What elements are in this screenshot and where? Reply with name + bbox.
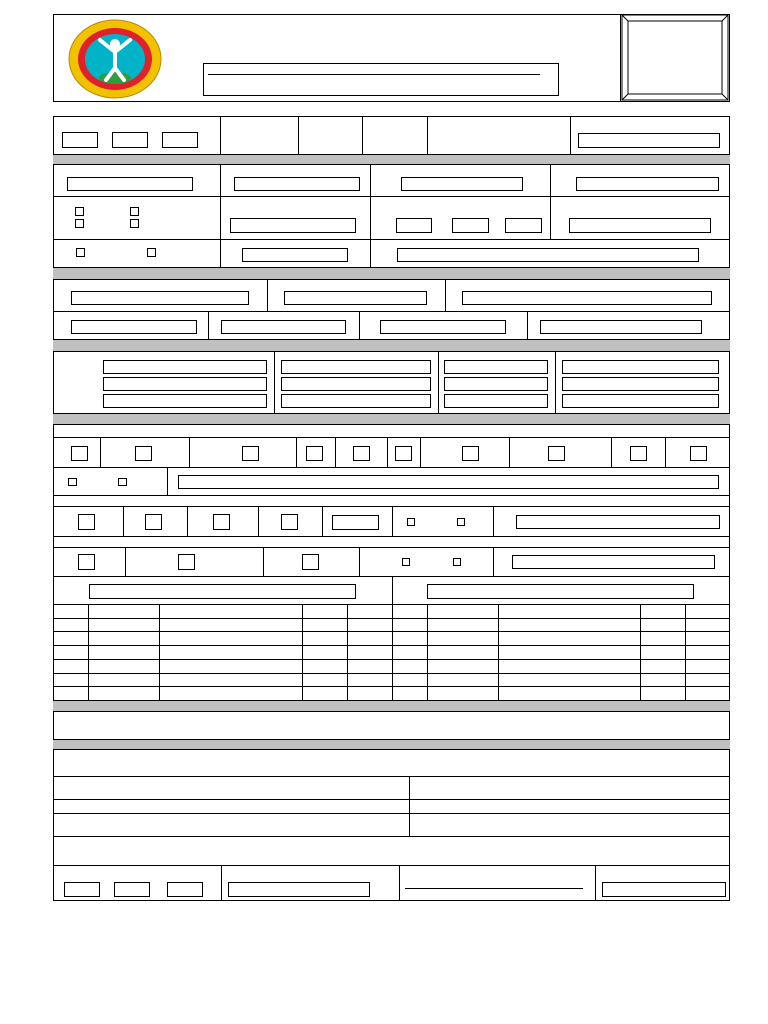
socio-check-1[interactable] [71,446,88,461]
mother-name-field[interactable] [103,377,267,391]
row1-divider-5 [570,116,571,154]
disability-check-yes[interactable] [68,478,77,486]
doc-type-check-3[interactable] [75,219,84,228]
guardian-occupation-field[interactable] [562,394,719,408]
socio-check-3[interactable] [242,446,259,461]
registration-number-field[interactable] [578,133,720,148]
disability-check-no[interactable] [118,478,127,486]
socio-row4-check-3[interactable] [302,554,319,570]
family-table-row-line [53,645,730,646]
socioB-bottom [53,495,730,496]
date-month-field[interactable] [112,132,148,148]
socioA-div-1 [100,437,101,467]
previous-school-right-field[interactable] [427,584,694,599]
gender-check-2[interactable] [147,248,156,257]
section-band-student [53,154,730,165]
socio-row4-detail-field[interactable] [512,555,715,569]
studentB-div-2 [370,196,371,239]
phone-field[interactable] [71,320,197,334]
health-insurance-field[interactable] [397,248,699,262]
birth-year-field[interactable] [505,218,542,233]
socioC-div-4 [322,506,323,536]
guardian-phone-field[interactable] [444,394,548,408]
socioA-div-7 [509,437,510,467]
socio-row3-small-check-1[interactable] [407,518,415,526]
socio-row3-check-2[interactable] [145,514,162,530]
family-table-top [53,604,730,605]
section-band-socioeconomic [53,413,730,425]
form-title-line [208,74,540,75]
sign-divider [409,776,410,836]
addrA-div-2 [445,280,446,311]
father-occupation-field[interactable] [562,360,719,374]
family-table-column-line [159,604,160,700]
socioC-div-2 [187,506,188,536]
mobile-field[interactable] [221,320,346,334]
guardian-name-field[interactable] [103,394,267,408]
socioD-div-1 [125,547,126,576]
sign-line-3 [53,813,730,814]
studentA-div-2 [370,165,371,196]
section-band-signatures [53,739,730,750]
birth-month-field[interactable] [452,218,489,233]
socioC-div-1 [123,506,124,536]
studentB-bottom [53,239,730,240]
socioA-bottom [53,467,730,468]
studentB-div-1 [220,196,221,239]
studentA-div-1 [220,165,221,196]
socio-check-8[interactable] [548,446,565,461]
socioD-div-2 [263,547,264,576]
family-table-column-line [88,604,89,700]
socio-row3-check-4[interactable] [281,514,298,530]
section-band-parents [53,339,730,352]
socio-check-9[interactable] [630,446,647,461]
footer-day-field[interactable] [64,882,100,897]
parents-div-1 [274,352,275,413]
footer-year-field[interactable] [167,882,203,897]
family-table-row-line [53,686,730,687]
socio-check-5[interactable] [353,446,370,461]
footer-div-3 [595,865,596,901]
observations-area[interactable] [54,712,729,739]
locality-field[interactable] [462,291,712,305]
prev-school-divider [392,576,393,700]
previous-school-left-field[interactable] [89,584,356,599]
row1-divider-3 [362,116,363,154]
mother-occupation-field[interactable] [562,377,719,391]
socio-row4-check-2[interactable] [178,554,195,570]
section-band-address [53,267,730,280]
addrA-div-1 [267,280,268,311]
socioD-div-3 [359,547,360,576]
socio-check-4[interactable] [306,446,323,461]
socio-check-10[interactable] [690,446,707,461]
studentC-div-1 [220,239,221,267]
socio-row3-check-3[interactable] [213,514,230,530]
socioC-div-6 [493,506,494,536]
date-day-field[interactable] [62,132,98,148]
school-seal-icon [66,18,164,100]
gender-check-1[interactable] [76,248,85,257]
family-table-column-line [347,604,348,700]
footer-div-2 [399,865,400,901]
studentB-div-3 [550,196,551,239]
footer-top-line [53,865,730,866]
socioC-div-5 [392,506,393,536]
socioC-div-3 [258,506,259,536]
socio-row3-small-check-2[interactable] [457,518,465,526]
birth-day-field[interactable] [396,218,432,233]
guardian-id-field[interactable] [281,394,431,408]
socio-row3-field[interactable] [332,515,379,530]
socioA-div-4 [335,437,336,467]
parents-div-2 [438,352,439,413]
studentA-bottom [53,196,730,197]
section-band-observations [53,700,730,712]
stratum-field[interactable] [380,320,506,334]
row1-divider-4 [427,116,428,154]
addrB-div-2 [359,311,360,339]
date-year-field[interactable] [162,132,198,148]
socioB-div-1 [167,467,168,495]
photo-placeholder-icon[interactable] [621,14,729,101]
row1-divider-1 [220,116,221,154]
family-table-row-line [53,673,730,674]
footer-month-field[interactable] [114,882,150,897]
socio-row4-small-check-2[interactable] [453,558,461,566]
student-surname-1-field[interactable] [67,177,193,191]
doc-number-field[interactable] [230,218,356,233]
email-field[interactable] [540,320,702,334]
row1-divider-2 [298,116,299,154]
parents-div-3 [555,352,556,413]
socio-check-7[interactable] [462,446,479,461]
socioA-div-5 [387,437,388,467]
sign-line-4 [53,836,730,837]
blood-type-field[interactable] [242,248,348,262]
birth-place-field[interactable] [569,218,711,233]
doc-type-check-4[interactable] [130,219,139,228]
studentC-div-2 [370,239,371,267]
footer-official-field[interactable] [228,882,370,897]
socio-subheader-line [53,437,730,438]
father-id-field[interactable] [281,360,431,374]
student-surname-2-field[interactable] [234,177,360,191]
addrB-div-1 [208,311,209,339]
socioC-bottom [53,536,730,537]
father-name-field[interactable] [103,360,267,374]
socio-row3-detail-field[interactable] [516,515,720,529]
student-names-field[interactable] [401,177,523,191]
socioA-div-3 [296,437,297,467]
family-table-column-line [685,604,686,700]
doc-type-check-1[interactable] [75,207,84,216]
form-title-box[interactable] [203,63,559,96]
disability-detail-field[interactable] [178,475,719,489]
address-field[interactable] [71,291,249,305]
socio-row4-check-1[interactable] [78,554,95,570]
socioD-div-4 [493,547,494,576]
family-table-row-line [53,659,730,660]
addrA-bottom [53,311,730,312]
footer-code-field[interactable] [602,882,726,897]
mother-phone-field[interactable] [444,377,548,391]
student-id-field[interactable] [576,177,719,191]
socio-row4-small-check-1[interactable] [402,558,410,566]
addrB-div-3 [527,311,528,339]
family-table-row-line [53,631,730,632]
mother-id-field[interactable] [281,377,431,391]
family-table-column-line [427,604,428,700]
socioA-div-8 [611,437,612,467]
footer-div-1 [221,865,222,901]
family-table-column-line [640,604,641,700]
socioC2-bottom [53,547,730,548]
sign-line-1 [53,776,730,777]
socioA-div-6 [420,437,421,467]
socioA-div-2 [189,437,190,467]
family-table-column-line [302,604,303,700]
family-table-column-line [498,604,499,700]
socio-row3-check-1[interactable] [78,514,95,530]
socioA-div-9 [665,437,666,467]
sign-line-2 [53,799,730,800]
socio-check-6[interactable] [395,446,412,461]
neighborhood-field[interactable] [284,291,427,305]
studentA-div-3 [550,165,551,196]
footer-signature-line [405,888,583,889]
family-table-row-line [53,618,730,619]
father-phone-field[interactable] [444,360,548,374]
socio-check-2[interactable] [135,446,152,461]
doc-type-check-2[interactable] [130,207,139,216]
